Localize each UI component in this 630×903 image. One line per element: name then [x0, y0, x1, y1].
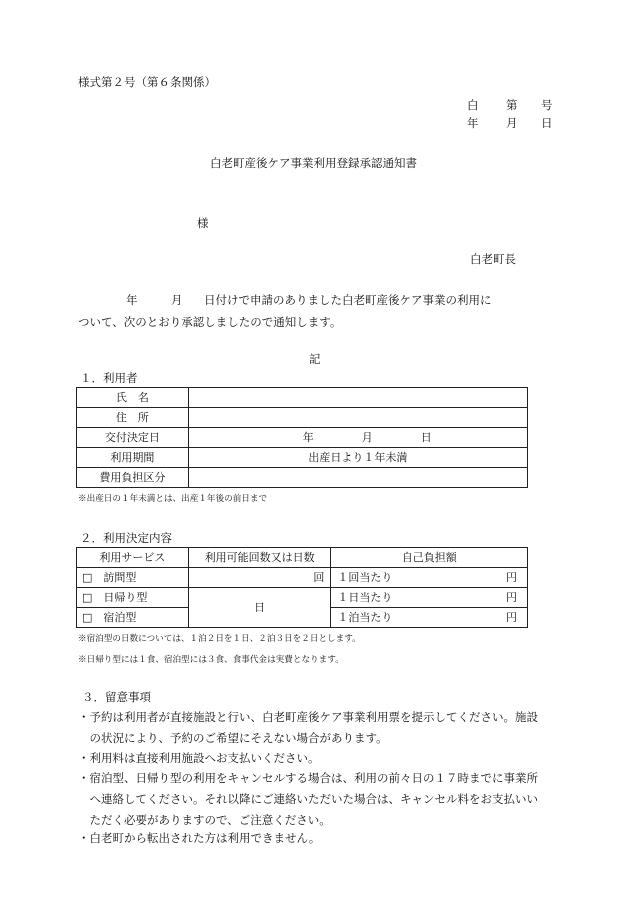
value-name — [188, 388, 527, 408]
intro-line1: 日付けで申請のありました白老町産後ケア事業の利用に — [204, 293, 492, 307]
table-row — [77, 588, 528, 608]
service-table — [76, 547, 528, 628]
service-overnight: □ 宿泊型 — [77, 608, 189, 628]
section3-heading: ３．留意事項 — [82, 690, 151, 704]
table-row — [77, 468, 528, 488]
intro-year: 年 — [126, 293, 138, 307]
ki-mark: 記 — [309, 352, 321, 366]
decision-date-day: 日 — [420, 430, 432, 444]
count-visit: 回 — [188, 568, 331, 588]
value-decision-date — [188, 428, 527, 448]
cost-visit-label: １回当たり — [337, 570, 393, 584]
service-daytrip: □ 日帰り型 — [77, 588, 189, 608]
doc-number-middle: 第 — [506, 98, 518, 112]
notice-item-reservation — [78, 707, 538, 749]
doc-date-day: 日 — [541, 116, 553, 130]
label-period: 利用期間 — [77, 448, 189, 468]
notice-line: ・白老町から転出された方は利用できません。 — [78, 831, 321, 845]
cost-overnight-label: １泊当たり — [337, 610, 393, 624]
header-count: 利用可能回数又は日数 — [188, 548, 331, 568]
notice-line: ただく必要がありますので、ご注意ください。 — [78, 813, 331, 827]
section2-note-1: ※宿泊型の日数については、１泊２日を１日、２泊３日を２日とします。 — [78, 634, 361, 644]
user-table — [76, 387, 528, 488]
header-cost: 自己負担額 — [331, 548, 528, 568]
cost-overnight — [331, 608, 528, 628]
notice-line: ・宿泊型、日帰り型の利用をキャンセルする場合は、利用の前々日の１７時までに事業所 — [78, 771, 538, 785]
count-day: 日 — [188, 588, 331, 628]
notice-line: ・予約は利用者が直接施設と行い、白老町産後ケア事業利用票を提示してください。施設 — [78, 710, 538, 724]
label-address: 住 所 — [77, 408, 189, 428]
cost-visit-unit: 円 — [506, 570, 517, 584]
form-number: 様式第２号（第６条関係） — [78, 75, 216, 89]
notice-line: ・利用料は直接利用施設へお支払いください。 — [78, 751, 320, 765]
issuer: 白老町長 — [470, 252, 516, 266]
section1-heading: １．利用者 — [80, 371, 138, 385]
table-row — [77, 408, 528, 428]
notice-line: の状況により、予約のご希望にそえない場合があります。 — [78, 731, 388, 745]
value-address — [188, 408, 527, 428]
label-cost-category: 費用負担区分 — [77, 468, 189, 488]
cost-daytrip-label: １日当たり — [337, 590, 393, 604]
cost-overnight-unit: 円 — [506, 610, 517, 624]
doc-number-prefix: 白 — [467, 98, 479, 112]
table-header-row — [77, 548, 528, 568]
header-service: 利用サービス — [77, 548, 189, 568]
intro-month: 月 — [171, 293, 183, 307]
intro-line2: ついて、次のとおり承認しましたので通知します。 — [78, 315, 342, 329]
doc-date-month: 月 — [506, 116, 518, 130]
label-decision-date: 交付決定日 — [77, 428, 189, 448]
value-cost-category — [188, 468, 527, 488]
recipient-suffix: 様 — [197, 216, 209, 230]
service-visit: □ 訪問型 — [77, 568, 189, 588]
label-name: 氏 名 — [77, 388, 189, 408]
table-row — [77, 448, 528, 468]
table-row — [77, 428, 528, 448]
section1-note: ※出産日の１年未満とは、出産１年後の前日まで — [78, 494, 268, 504]
section2-note-2: ※日帰り型には１食、宿泊型には３食、食事代金は実費となります。 — [78, 655, 344, 665]
notice-line: へ連絡してください。それ以降にご連絡いただいた場合は、キャンセル料をお支払いい — [78, 792, 538, 806]
notice-item-cancellation — [78, 768, 538, 831]
document-title: 白老町産後ケア事業利用登録承認通知書 — [210, 156, 417, 170]
cost-visit — [331, 568, 528, 588]
cost-daytrip-unit: 円 — [506, 590, 517, 604]
doc-number-suffix: 号 — [541, 98, 553, 112]
decision-date-year: 年 — [302, 430, 314, 444]
cost-daytrip — [331, 588, 528, 608]
table-row — [77, 568, 528, 588]
notice-item-payment — [78, 748, 320, 769]
value-period: 出産日より１年未満 — [188, 448, 527, 468]
notice-item-moved-out — [78, 828, 320, 849]
doc-date-year: 年 — [467, 116, 479, 130]
table-row — [77, 388, 528, 408]
section2-heading: ２．利用決定内容 — [80, 531, 172, 545]
decision-date-month: 月 — [361, 430, 373, 444]
